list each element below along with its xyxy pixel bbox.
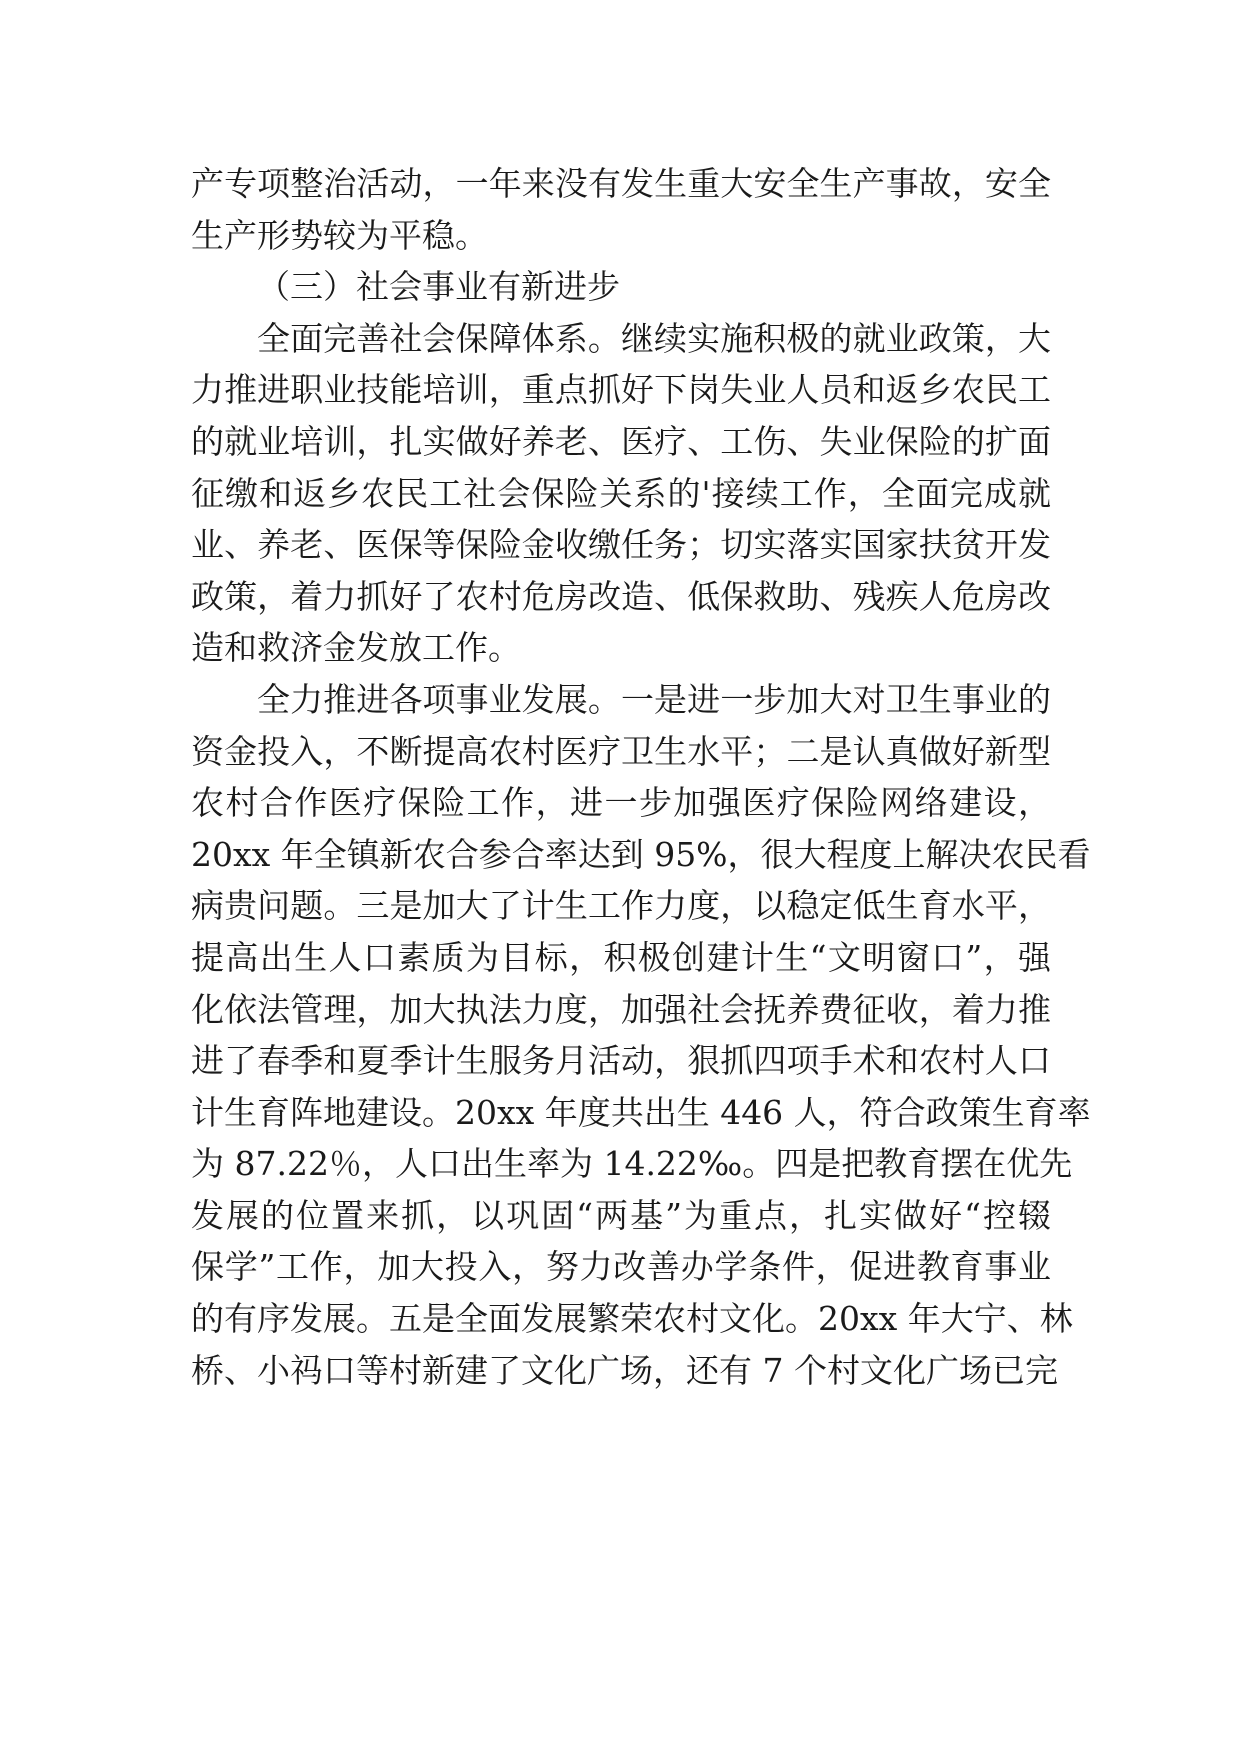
text-line: 征缴和返乡农民工社会保险关系的'接续工作，全面完成就 [191, 473, 1051, 513]
text-line: 的就业培训，扎实做好养老、医疗、工伤、失业保险的扩面 [191, 421, 1051, 461]
text-line: 20xx 年全镇新农合参合率达到 95%，很大程度上解决农民看 [191, 834, 1091, 874]
text-line: 全面完善社会保障体系。继续实施积极的就业政策，大 [257, 318, 1051, 358]
text-line: 业、养老、医保等保险金收缴任务；切实落实国家扶贫开发 [191, 525, 1051, 565]
text-line: 政策，着力抓好了农村危房改造、低保救助、残疾人危房改 [191, 576, 1051, 616]
text-line: 病贵问题。三是加大了计生工作力度，以稳定低生育水平， [191, 886, 1051, 926]
text-line: 桥、小祃口等村新建了文化广场，还有 7 个村文化广场已完 [191, 1350, 1058, 1390]
text-line: 为 87.22％，人口出生率为 14.22‰。四是把教育摆在优先 [191, 1144, 1073, 1184]
text-line: 造和救济金发放工作。 [191, 628, 521, 668]
paragraph-undertakings [191, 674, 1091, 1396]
heading-text: （三）社会事业有新进步 [257, 267, 620, 307]
body-text [191, 158, 1091, 1396]
paragraph-social-security [191, 313, 1051, 674]
text-line: 化依法管理，加大执法力度，加强社会抚养费征收，着力推 [191, 989, 1051, 1029]
text-line: 资金投入，不断提高农村医疗卫生水平；二是认真做好新型 [191, 731, 1051, 771]
text-line: 力推进职业技能培训，重点抓好下岗失业人员和返乡农民工 [191, 370, 1051, 410]
section-heading [191, 261, 1051, 313]
text-line: 保学”工作，加大投入，努力改善办学条件，促进教育事业 [191, 1247, 1051, 1287]
text-line: 计生育阵地建设。20xx 年度共出生 446 人，符合政策生育率 [191, 1092, 1091, 1132]
text-line: 提高出生人口素质为目标，积极创建计生“文明窗口”，强 [191, 937, 1051, 977]
text-line: 农村合作医疗保险工作，进一步加强医疗保险网络建设， [191, 783, 1051, 823]
text-line: 产专项整治活动，一年来没有发生重大安全生产事故，安全 [191, 164, 1051, 203]
text-line: 全力推进各项事业发展。一是进一步加大对卫生事业的 [257, 679, 1051, 719]
text-line: 发展的位置来抓，以巩固“两基”为重点，扎实做好“控辍 [191, 1195, 1051, 1235]
text-line: 的有序发展。五是全面发展繁荣农村文化。20xx 年大宁、林 [191, 1299, 1073, 1339]
text-line: 进了春季和夏季计生服务月活动，狠抓四项手术和农村人口 [191, 1041, 1051, 1081]
text-line: 生产形势较为平稳。 [191, 215, 488, 255]
paragraph-safety-production [191, 158, 1051, 261]
